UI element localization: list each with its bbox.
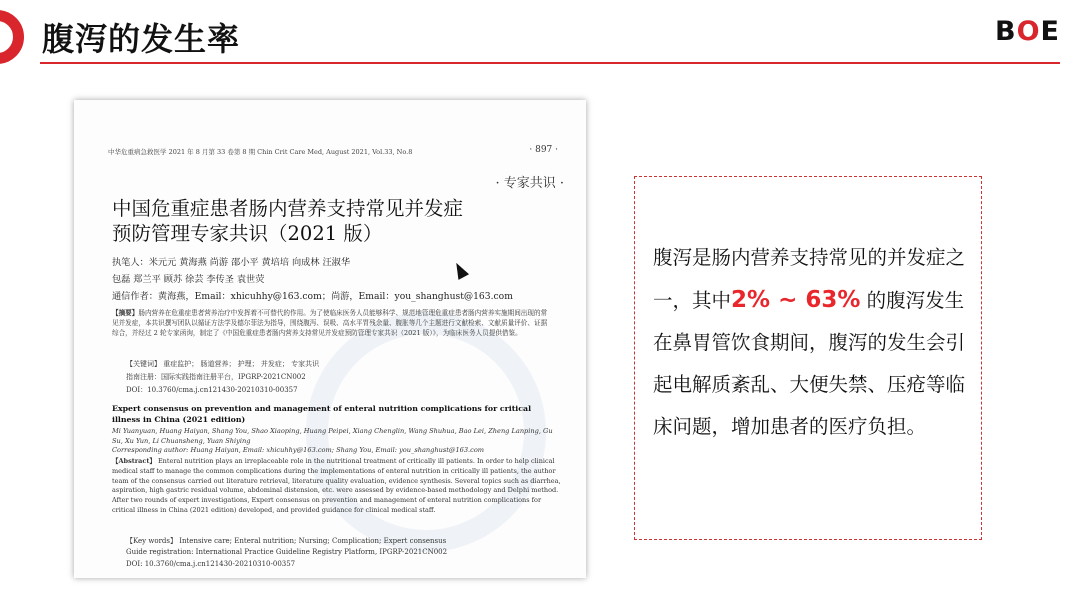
paper-title-line-2: 预防管理专家共识（2021 版） (112, 222, 383, 245)
page-number: · 897 · (529, 145, 558, 155)
en-authors-line: Mi Yuanyuan, Huang Haiyan, Shang You, Shao Xiaoping, Huang Peipei, Xiang Chenglin, Wang Shuhua, Bao Lei, Zheng Lanping, Gu Su, Xu Yun, Li Chuansheng, Yuan Shiying (112, 427, 553, 445)
correspondence-line: 通信作者：黄海燕，Email：xhicuhhy@163.com；尚游，Email：you_shanghust@163.com (112, 291, 513, 302)
cn-abstract-label: 【摘要】 (112, 309, 139, 317)
en-guide-registration: Guide registration: International Practice Guideline Registry Platform, IPGRP-2021CN002 (126, 548, 448, 556)
authors-line-2: 包磊 郑兰平 顾苏 徐芸 李传圣 袁世荧 (112, 274, 265, 285)
en-abstract-text: Enteral nutrition plays an irreplaceable role in the nutritional treatment of critically ill patients. In order to help clinical medical staff to manage the common complications during the implementations of enteral nutrition in critically ill patients, the author team of the consensus carried out literature retrieval, literature quality evaluation, evidence synthesis. Several topics such as diarrhea, aspiration, high gastric residual volume, abdominal distension, etc. were assessed by evidence-based methodology and Delphi method. After two rounds of expert investigations, Expert consensus on prevention and management of enteral nutrition complications for critical illness in China (2021 edition) developed, and provided guidance for clinical medical staff. (112, 457, 561, 514)
paper-title (112, 196, 532, 246)
journal-header-line: 中华危重病急救医学 2021 年 8 月第 33 卷第 8 期 Chin Crit Care Med, August 2021, Vol.33, No.8 (108, 148, 413, 156)
chinese-abstract (112, 308, 552, 338)
logo-letter-e: E (1040, 16, 1060, 47)
header-ring-ornament (0, 10, 24, 64)
summary-text-part-2: 的腹泻发生在鼻胃管饮食期间，腹泻的发生会引起电解质紊乱、大便失禁、压疮等临床问题，增加患者的医疗负担。 (653, 289, 966, 438)
cn-guide-registration: 指南注册：国际实践指南注册平台，IPGRP-2021CN002 (126, 373, 306, 381)
paper-authors (112, 254, 532, 305)
paper-title-line-1: 中国危重症患者肠内营养支持常见并发症 (112, 197, 464, 220)
en-corresponding-line: Corresponding author: Huang Haiyan, Email: xhicuhhy@163.com; Shang You, Email: you_shanghust@163.com (112, 446, 485, 455)
paper-screenshot (74, 100, 586, 578)
logo-letter-o: O (1016, 16, 1041, 47)
en-keywords: 【Key words】 Intensive care; Enteral nutrition; Nursing; Complication; Expert consensus (126, 537, 447, 545)
boe-logo (995, 16, 1060, 47)
cn-keywords: 【关键词】 重症监护； 肠道营养； 护理； 并发症； 专家共识 (126, 360, 320, 368)
logo-letter-b: B (995, 16, 1017, 47)
summary-text (653, 237, 973, 448)
en-doi: DOI: 10.3760/cma.j.cn121430-20210310-00357 (126, 560, 296, 568)
en-abstract-label: 【Abstract】 (112, 457, 156, 465)
cn-abstract-text: 肠内营养在危重症患者营养治疗中发挥着不可替代的作用。为了使临床医务人员能够科学、规范地管理危重症患者肠内营养实施期间出现的常见并发症，本共识撰写团队以循证方法学及德尔菲法为指导，围绕腹泻、误吸、高水平胃残余量、腹胀等几个主题进行文献检索、文献质量评价、证据综合，并经过 2 轮专家函询，制定了《中国危重症患者肠内营养支持常见并发症预防管理专家共识（2021 版）》，为临床医务人员提供借鉴。 (112, 309, 548, 337)
incidence-highlight: 2% ~ 63% (731, 287, 861, 313)
header-divider (40, 62, 1060, 64)
summary-textbox (634, 176, 982, 540)
english-title: Expert consensus on prevention and management of enteral nutrition complications for critical illness in China (2021 edition) (112, 404, 532, 424)
english-abstract (112, 457, 562, 516)
summary-text-part-1: 腹泻是肠内营养支持常见的并发症之一，其中 (653, 246, 966, 312)
cn-doi: DOI：10.3760/cma.j.cn121430-20210310-00357 (126, 386, 298, 394)
english-authors (112, 427, 562, 456)
slide-title: 腹泻的发生率 (42, 20, 241, 58)
article-type-tag: · 专家共识 · (495, 176, 564, 191)
authors-line-1: 执笔人：米元元 黄海燕 尚游 邵小平 黄培培 向成林 汪淑华 (112, 257, 351, 268)
